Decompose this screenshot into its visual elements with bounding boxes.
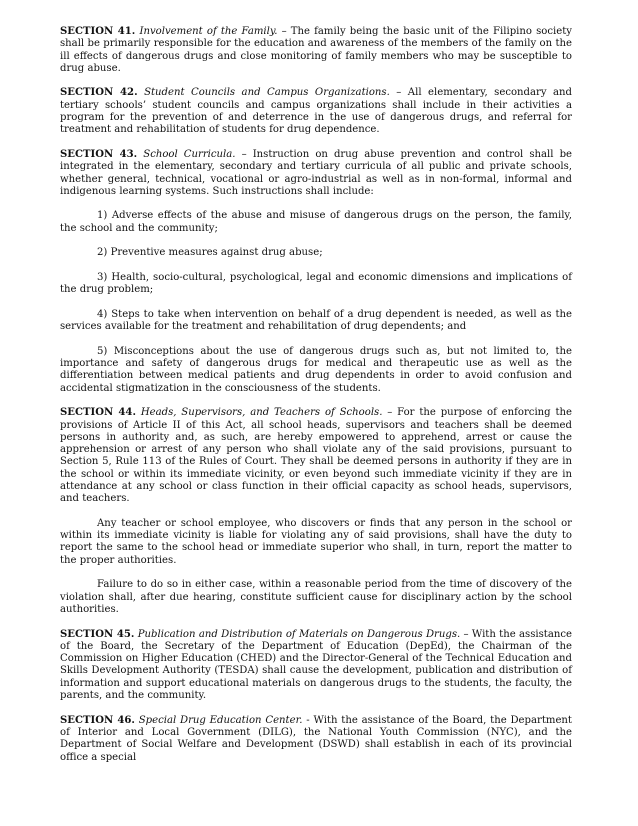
section-number: SECTION 45. [60, 628, 135, 640]
section-title: Publication and Distribution of Materials on Dangerous Drugs. [137, 628, 461, 640]
paragraph: Any teacher or school employee, who discovers or finds that any person in the school or within its immediate vicinity is liable for violating any of said provisions, shall have the duty to report the same to the school head or immediate superior who shall, in turn, report the matter to the proper authorities. [60, 517, 572, 566]
list-item: 2) Preventive measures against drug abuse; [97, 247, 323, 259]
paragraph: Failure to do so in either case, within a reasonable period from the time of discovery of the violation shall, after due hearing, constitute sufficient cause for disciplinary action by the school authorities. [60, 579, 572, 615]
section-title: School Curricula. [143, 148, 236, 160]
section-number: SECTION 41. [60, 26, 136, 37]
section-title: Student Councils and Campus Organizations. [144, 87, 390, 99]
list-item: 4) Steps to take when intervention on behalf of a drug dependent is needed, as well as the services available for the treatment and rehabilitation of drug dependents; and [60, 308, 572, 333]
section-number: SECTION 43. [60, 148, 138, 160]
list-item: 5) Misconceptions about the use of dangerous drugs such as, but not limited to, the importance and safety of dangerous drugs for medical and therapeutic use as well as the differentiation between medical patients and drug dependents in order to avoid confusion and accidental stigmatization in the consciousness of the students. [60, 345, 572, 394]
section-text: – For the purpose of enforcing the provisions of Article II of this Act, all school heads, supervisors and teachers shall be deemed persons in authority and, as such, are hereby empowered to apprehend, arrest or cause the apprehension or arrest of any person who shall violate any of the said provisions, pursuant to Section 5, Rule 113 of the Rules of Court. They shall be deemed persons in authority if they are in the school or within its immediate vicinity, or even beyond such immediate vicinity if they are in attendance at any school or class function in their official capacity as school heads, supervisors, and teachers. [60, 407, 573, 505]
section-46 [60, 715, 572, 764]
section-44 [60, 407, 572, 505]
section-text: – Instruction on drug abuse prevention and control shall be integrated in the elementary, secondary and tertiary curricula of all public and private schools, whether general, technical, vocational or agro-industrial as well as in non-formal, informal and indigenous learning systems. Such instructions shall include: [60, 148, 573, 197]
section-text: – With the assistance of the Board, the Secretary of the Department of Education (DepEd), the Chairman of the Commission on Higher Education (CHED) and the Director-General of the Technical Education and Skills Development Authority (TESDA) shall cause the development, publication and distribution of information and support educational materials on dangerous drugs to the students, the faculty, the parents, and the community. [60, 628, 572, 702]
section-title: Special Drug Education Center. [138, 714, 303, 726]
section-text: – The family being the basic unit of the Filipino society shall be primarily responsible for the education and awareness of the members of the family on the ill effects of dangerous drugs and close monitoring of family members who may be susceptible to drug abuse. [60, 26, 572, 74]
section-41 [60, 26, 572, 75]
section-text: - With the assistance of the Board, the Department of Interior and Local Government (DILG), the National Youth Commission (NYC), and the Department of Social Welfare and Development (DSWD) shall establish in each of its provincial office a special [60, 714, 572, 763]
section-42 [60, 87, 572, 136]
section-title: Involvement of the Family. [139, 26, 278, 37]
section-title: Heads, Supervisors, and Teachers of Schools. [140, 407, 383, 419]
section-number: SECTION 46. [60, 714, 135, 726]
section-number: SECTION 44. [60, 407, 136, 419]
list-item: 1) Adverse effects of the abuse and misuse of dangerous drugs on the person, the family, the school and the community; [60, 210, 572, 234]
list-item: 3) Health, socio-cultural, psychological, legal and economic dimensions and implications of the drug problem; [60, 271, 572, 296]
section-number: SECTION 42. [60, 87, 138, 99]
document-page [60, 26, 572, 776]
section-45 [60, 629, 572, 703]
section-text: – All elementary, secondary and tertiary schools’ student councils and campus organizations shall include in their activities a program for the prevention of and deterrence in the use of dangerous drugs, and referral for treatment and rehabilitation of students for drug dependence. [60, 87, 573, 136]
section-43 [60, 149, 572, 198]
